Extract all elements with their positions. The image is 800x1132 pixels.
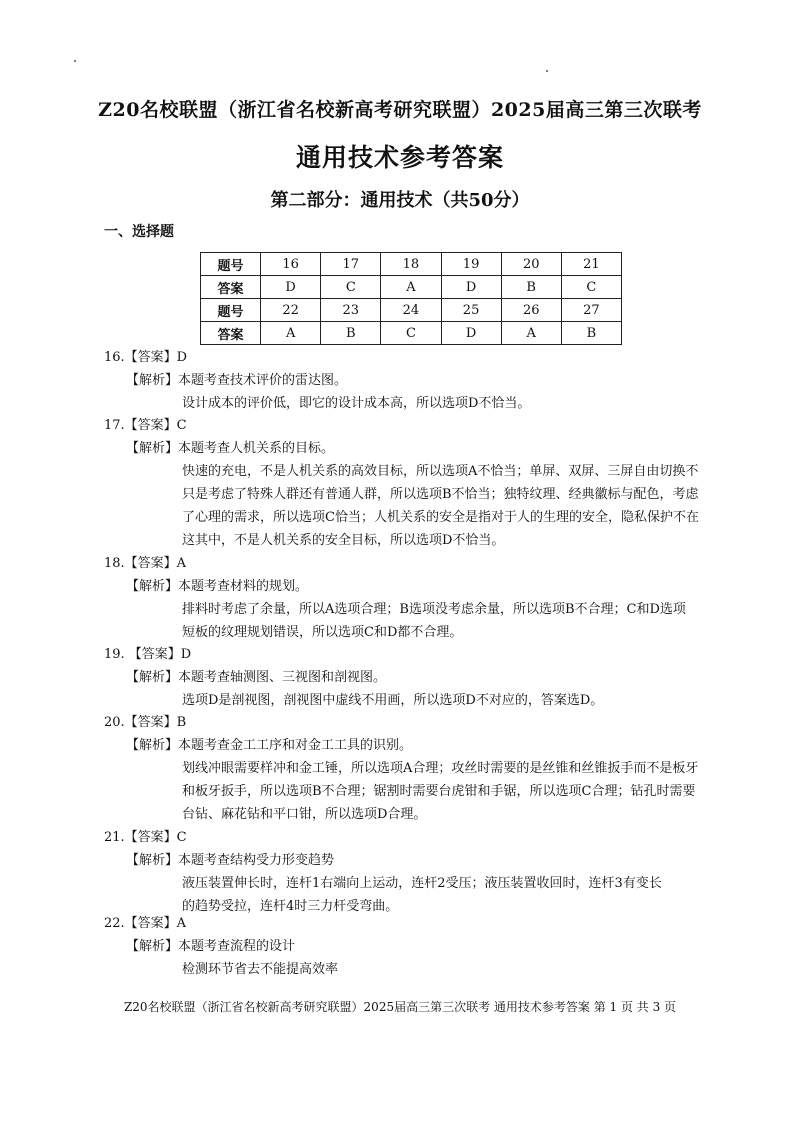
section-heading-multiple-choice: 一、选择题 (104, 224, 174, 240)
table-row (201, 299, 622, 322)
table-cell: C (561, 276, 621, 299)
table-cell: 16 (261, 253, 321, 276)
analysis-line: 【解析】本题考查流程的设计 (126, 939, 296, 954)
analysis-body: 台钻、麻花钻和平口钳，所以选项D合理。 (182, 807, 427, 822)
table-cell: 25 (441, 299, 501, 322)
analysis-body: 的趋势受拉，连杆4时三力杆受弯曲。 (182, 899, 399, 914)
row-label: 答案 (201, 322, 261, 345)
table-cell: D (441, 276, 501, 299)
table-cell: B (501, 276, 561, 299)
analysis-line: 【解析】本题考查金工工序和对金工工具的识别。 (126, 738, 413, 753)
table-row (201, 253, 622, 276)
answer-line: 16.【答案】D (104, 350, 188, 365)
part-title: 第二部分：通用技术（共50分） (270, 190, 530, 211)
question-22 (104, 912, 724, 981)
answer-line: 17.【答案】C (104, 418, 187, 433)
analysis-body: 检测环节省去不能提高效率 (182, 962, 339, 977)
table-cell: B (561, 322, 621, 345)
row-label: 题号 (201, 253, 261, 276)
table-row (201, 322, 622, 345)
answer-line: 20.【答案】B (104, 715, 187, 730)
table-cell: 22 (261, 299, 321, 322)
question-16 (104, 346, 724, 415)
analysis-body: 快速的充电，不是人机关系的高效目标，所以选项A不恰当；单屏、双屏、三屏自由切换不 (182, 464, 699, 479)
analysis-line: 【解析】本题考查结构受力形变趋势 (126, 853, 335, 868)
question-19 (104, 643, 724, 712)
page-footer: Z20名校联盟（浙江省名校新高考研究联盟）2025届高三第三次联考 通用技术参考答案 第 1 页 共 3 页 (123, 1000, 677, 1014)
question-20 (104, 711, 724, 826)
table-cell: C (381, 322, 441, 345)
table-cell: 23 (321, 299, 381, 322)
scan-speck (546, 70, 548, 72)
analysis-line: 【解析】本题考查轴测图、三视图和剖视图。 (126, 670, 387, 685)
table-cell: A (381, 276, 441, 299)
answer-line: 22.【答案】A (104, 916, 187, 931)
question-21 (104, 826, 724, 918)
analysis-body: 和板牙扳手，所以选项B不合理；锯割时需要台虎钳和手锯，所以选项C合理；钻孔时需要 (182, 784, 696, 799)
row-label: 题号 (201, 299, 261, 322)
analysis-line: 【解析】本题考查技术评价的雷达图。 (126, 373, 348, 388)
analysis-body: 设计成本的评价低，即它的设计成本高，所以选项D不恰当。 (182, 396, 531, 411)
table-cell: 20 (501, 253, 561, 276)
table-cell: 27 (561, 299, 621, 322)
table-cell: C (321, 276, 381, 299)
row-label: 答案 (201, 276, 261, 299)
table-cell: 17 (321, 253, 381, 276)
analysis-body: 只是考虑了特殊人群还有普通人群，所以选项B不恰当；独特纹理、经典徽标与配色，考虑 (182, 487, 699, 502)
answer-table (200, 252, 622, 345)
analysis-line: 【解析】本题考查材料的规划。 (126, 579, 309, 594)
table-cell: 19 (441, 253, 501, 276)
analysis-body: 这其中，不是人机关系的安全目标，所以选项D不恰当。 (182, 533, 505, 548)
analysis-body: 短板的纹理规划错误，所以选项C和D都不合理。 (182, 625, 463, 640)
analysis-line: 【解析】本题考查人机关系的目标。 (126, 441, 335, 456)
table-cell: D (261, 276, 321, 299)
answer-line: 19. 【答案】D (104, 647, 192, 662)
table-row (201, 276, 622, 299)
table-cell: A (501, 322, 561, 345)
table-cell: 21 (561, 253, 621, 276)
exam-title: Z20名校联盟（浙江省名校新高考研究联盟）2025届高三第三次联考 (98, 99, 702, 121)
table-cell: 18 (381, 253, 441, 276)
analysis-body: 排料时考虑了余量，所以A选项合理；B选项没考虑余量，所以选项B不合理；C和D选项 (182, 602, 686, 617)
table-cell: A (261, 322, 321, 345)
answer-line: 18.【答案】A (104, 556, 187, 571)
analysis-body: 了心理的需求，所以选项C恰当；人机关系的安全是指对于人的生理的安全，隐私保护不在 (182, 510, 699, 525)
analysis-body: 划线冲眼需要样冲和金工锤，所以选项A合理；攻丝时需要的是丝锥和丝锥扳手而不是板牙 (182, 761, 699, 776)
table-cell: B (321, 322, 381, 345)
scan-speck (74, 60, 76, 62)
document-title: 通用技术参考答案 (295, 143, 504, 172)
table-cell: D (441, 322, 501, 345)
table-cell: 26 (501, 299, 561, 322)
answer-line: 21.【答案】C (104, 830, 187, 845)
question-18 (104, 552, 724, 644)
analysis-body: 液压装置伸长时，连杆1右端向上运动，连杆2受压；液压装置收回时，连杆3有变长 (182, 876, 662, 891)
question-17 (104, 414, 724, 552)
analysis-body: 选项D是剖视图，剖视图中虚线不用画，所以选项D不对应的，答案选D。 (182, 693, 604, 708)
table-cell: 24 (381, 299, 441, 322)
